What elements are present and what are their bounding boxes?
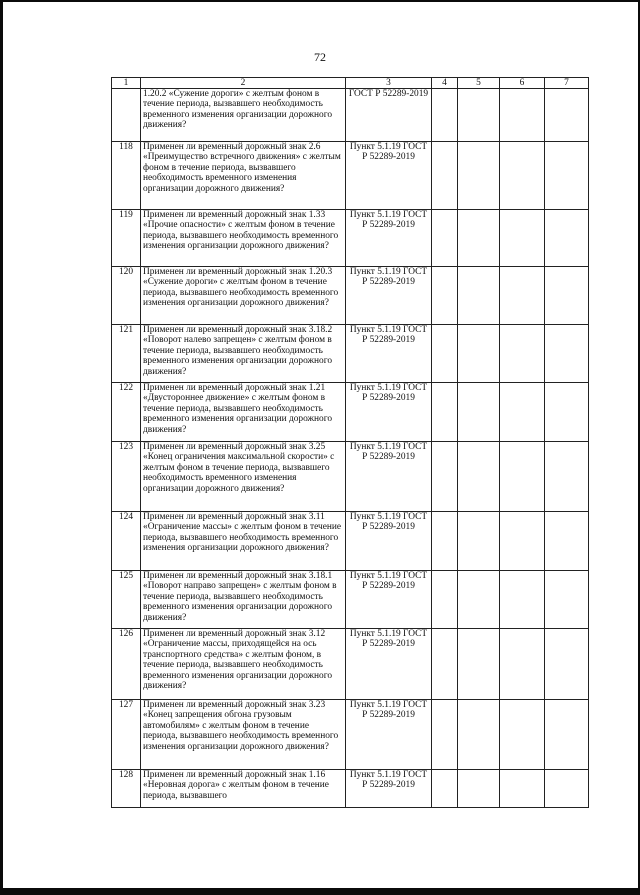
table-row <box>112 442 589 512</box>
row-cell-5 <box>458 210 500 267</box>
table-row <box>112 571 589 629</box>
row-number: 120 <box>112 267 141 325</box>
row-norm: Пункт 5.1.19 ГОСТ Р 52289-2019 <box>346 629 432 700</box>
row-question: Применен ли временный дорожный знак 3.18.1 «Поворот направо запрещен» с желтым фоном в течение периода, вызвавшего необходимость временного изменения организации дорожного движения? <box>141 571 346 629</box>
table-row <box>112 629 589 700</box>
checklist-table <box>111 77 589 808</box>
row-cell-4 <box>432 442 458 512</box>
row-cell-4 <box>432 267 458 325</box>
row-cell-7 <box>545 325 589 383</box>
row-number: 121 <box>112 325 141 383</box>
row-cell-7 <box>545 700 589 770</box>
row-number: 126 <box>112 629 141 700</box>
row-cell-7 <box>545 89 589 142</box>
row-cell-5 <box>458 629 500 700</box>
row-cell-5 <box>458 770 500 808</box>
row-number: 119 <box>112 210 141 267</box>
table-row <box>112 700 589 770</box>
row-question: Применен ли временный дорожный знак 3.12 «Ограничение массы, приходящейся на ось транспортного средства» с желтым фоном, в течение периода, вызвавшего необходимость временного изменения организации дорожного движения? <box>141 629 346 700</box>
row-cell-5 <box>458 142 500 210</box>
row-number: 127 <box>112 700 141 770</box>
row-cell-7 <box>545 442 589 512</box>
row-cell-4 <box>432 700 458 770</box>
row-question: Применен ли временный дорожный знак 1.20.3 «Сужение дороги» с желтым фоном в течение периода, вызвавшего необходимость временного изменения организации дорожного движения? <box>141 267 346 325</box>
row-norm: Пункт 5.1.19 ГОСТ Р 52289-2019 <box>346 571 432 629</box>
row-cell-4 <box>432 629 458 700</box>
header-row <box>112 78 589 89</box>
row-cell-4 <box>432 210 458 267</box>
row-number: 125 <box>112 571 141 629</box>
row-cell-6 <box>500 383 545 442</box>
row-cell-5 <box>458 700 500 770</box>
row-cell-7 <box>545 770 589 808</box>
row-cell-7 <box>545 571 589 629</box>
row-cell-4 <box>432 383 458 442</box>
row-cell-4 <box>432 770 458 808</box>
scan-edge-bottom <box>0 888 640 895</box>
row-cell-6 <box>500 89 545 142</box>
table-row <box>112 383 589 442</box>
row-number: 124 <box>112 512 141 571</box>
row-cell-5 <box>458 383 500 442</box>
row-norm: Пункт 5.1.19 ГОСТ Р 52289-2019 <box>346 210 432 267</box>
header-col-2: 2 <box>141 78 346 89</box>
row-cell-6 <box>500 512 545 571</box>
row-cell-4 <box>432 571 458 629</box>
table-row <box>112 512 589 571</box>
header-col-3: 3 <box>346 78 432 89</box>
row-norm: Пункт 5.1.19 ГОСТ Р 52289-2019 <box>346 325 432 383</box>
row-cell-6 <box>500 629 545 700</box>
row-number <box>112 89 141 142</box>
row-cell-7 <box>545 629 589 700</box>
row-cell-4 <box>432 512 458 571</box>
row-question: Применен ли временный дорожный знак 3.25 «Конец ограничения максимальной скорости» с желтым фоном в течение периода, вызвавшего необходимость временного изменения организации дорожного движения? <box>141 442 346 512</box>
row-cell-6 <box>500 770 545 808</box>
table-row <box>112 325 589 383</box>
row-cell-7 <box>545 142 589 210</box>
row-cell-6 <box>500 267 545 325</box>
row-cell-6 <box>500 571 545 629</box>
header-col-1: 1 <box>112 78 141 89</box>
row-norm: Пункт 5.1.19 ГОСТ Р 52289-2019 <box>346 770 432 808</box>
row-norm: Пункт 5.1.19 ГОСТ Р 52289-2019 <box>346 512 432 571</box>
row-cell-6 <box>500 142 545 210</box>
row-cell-5 <box>458 267 500 325</box>
row-norm: Пункт 5.1.19 ГОСТ Р 52289-2019 <box>346 267 432 325</box>
row-cell-6 <box>500 700 545 770</box>
scan-edge-top <box>0 0 640 2</box>
row-cell-7 <box>545 383 589 442</box>
row-question: Применен ли временный дорожный знак 1.33 «Прочие опасности» с желтым фоном в течение периода, вызвавшего необходимость временного изменения организации дорожного движения? <box>141 210 346 267</box>
row-cell-6 <box>500 442 545 512</box>
row-norm: Пункт 5.1.19 ГОСТ Р 52289-2019 <box>346 442 432 512</box>
row-norm: Пункт 5.1.19 ГОСТ Р 52289-2019 <box>346 142 432 210</box>
row-number: 128 <box>112 770 141 808</box>
row-norm: Пункт 5.1.19 ГОСТ Р 52289-2019 <box>346 700 432 770</box>
row-question: Применен ли временный дорожный знак 2.6 «Преимущество встречного движения» с желтым фоном в течение периода, вызвавшего необходимость временного изменения организации дорожного движения? <box>141 142 346 210</box>
row-question: Применен ли временный дорожный знак 3.18.2 «Поворот налево запрещен» с желтым фоном в течение периода, вызвавшего необходимость временного изменения организации дорожного движения? <box>141 325 346 383</box>
row-cell-7 <box>545 512 589 571</box>
header-col-5: 5 <box>458 78 500 89</box>
table-row <box>112 142 589 210</box>
header-col-7: 7 <box>545 78 589 89</box>
row-cell-5 <box>458 512 500 571</box>
row-question: Применен ли временный дорожный знак 1.21 «Двустороннее движение» с желтым фоном в течение периода, вызвавшего необходимость временного изменения организации дорожного движения? <box>141 383 346 442</box>
row-cell-4 <box>432 325 458 383</box>
scan-edge-left <box>0 0 3 895</box>
page-number: 72 <box>314 50 326 64</box>
header-col-6: 6 <box>500 78 545 89</box>
table-row <box>112 770 589 808</box>
row-cell-5 <box>458 442 500 512</box>
row-norm: ГОСТ Р 52289-2019 <box>346 89 432 142</box>
row-cell-6 <box>500 325 545 383</box>
row-cell-4 <box>432 89 458 142</box>
row-cell-5 <box>458 571 500 629</box>
row-number: 118 <box>112 142 141 210</box>
row-cell-7 <box>545 210 589 267</box>
table-row <box>112 89 589 142</box>
row-question: Применен ли временный дорожный знак 1.16 «Неровная дорога» с желтым фоном в течение периода, вызвавшего <box>141 770 346 808</box>
table-row <box>112 210 589 267</box>
row-question: Применен ли временный дорожный знак 3.11 «Ограничение массы» с желтым фоном в течение периода, вызвавшего необходимость временного изменения организации дорожного движения? <box>141 512 346 571</box>
row-cell-7 <box>545 267 589 325</box>
row-number: 123 <box>112 442 141 512</box>
row-question: Применен ли временный дорожный знак 3.23 «Конец запрещения обгона грузовым автомобилям» с желтым фоном в течение периода, вызвавшего необходимость временного изменения организации дорожного движения? <box>141 700 346 770</box>
row-cell-5 <box>458 325 500 383</box>
row-norm: Пункт 5.1.19 ГОСТ Р 52289-2019 <box>346 383 432 442</box>
table-row <box>112 267 589 325</box>
row-cell-5 <box>458 89 500 142</box>
row-cell-6 <box>500 210 545 267</box>
row-number: 122 <box>112 383 141 442</box>
row-question: 1.20.2 «Сужение дороги» с желтым фоном в течение периода, вызвавшего необходимость временного изменения организации дорожного движения? <box>141 89 346 142</box>
header-col-4: 4 <box>432 78 458 89</box>
row-cell-4 <box>432 142 458 210</box>
